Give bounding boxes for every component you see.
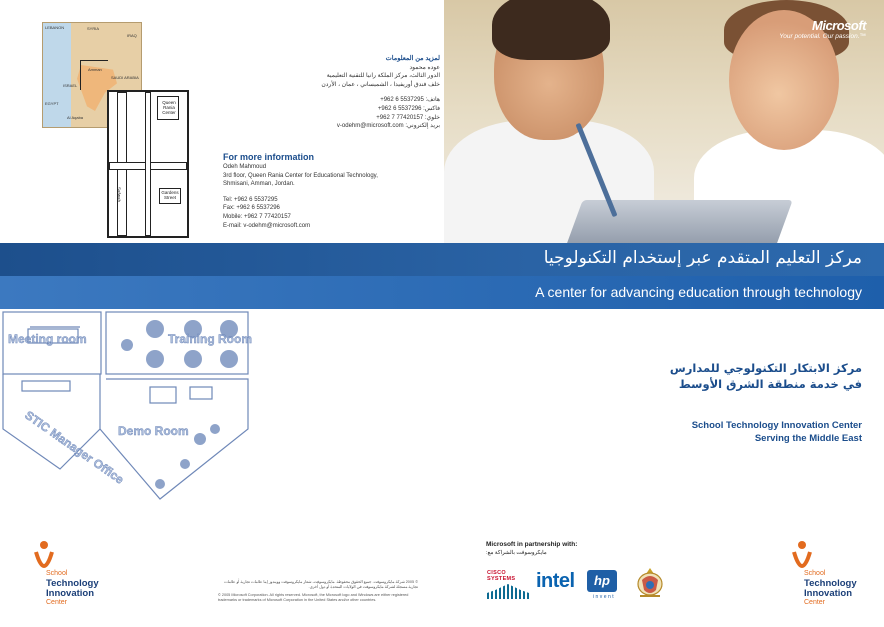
map-label: IRAQ — [127, 33, 137, 38]
floor-plan — [0, 309, 262, 509]
map-connector — [80, 60, 108, 90]
contact-ar-mobile: خلوي: 77420157 7 962+ — [376, 114, 440, 121]
street-label: Gardens Street — [161, 190, 179, 200]
intel-logo: intel — [536, 570, 575, 592]
microsoft-logo — [779, 18, 866, 40]
contact-ar-heading: لمزيد من المعلومات — [385, 55, 440, 62]
heading-arabic — [670, 360, 862, 392]
cisco-bars-icon — [487, 584, 529, 599]
contact-en-address: Shmisani, Amman, Jordan. — [223, 181, 295, 188]
contact-arabic — [268, 55, 440, 131]
stic-innovation: Innovation — [804, 588, 853, 599]
contact-ar-address: الدور الثالث، مركز الملكة رانيا للتقنية التعليمية — [326, 73, 440, 80]
band-arabic — [0, 243, 884, 276]
stic-school: School — [804, 570, 826, 577]
contact-ar-name: عوده محمود — [409, 64, 440, 71]
contact-en-mobile: Mobile: +962 7 77420157 — [223, 213, 291, 220]
band-english-text: A center for advancing education through technology — [535, 284, 862, 300]
road — [145, 92, 151, 236]
room-label: Demo Room — [118, 424, 189, 438]
tablet-pc — [565, 200, 792, 243]
stic-technology: Technology — [804, 578, 857, 589]
cisco-name: CISCO SYSTEMS — [487, 570, 516, 582]
stic-technology: Technology — [46, 578, 99, 589]
legal-text — [218, 580, 418, 603]
stic-logo-left — [32, 540, 112, 608]
sea-area — [43, 23, 71, 128]
heading-en-line: School Technology Innovation Center — [691, 420, 862, 431]
map-label: LEBANON — [45, 25, 65, 30]
heading-ar-line: مركز الابتكار التكنولوجي للمدارس — [669, 361, 862, 375]
microsoft-wordmark: Microsoft — [812, 18, 866, 33]
stic-center: Center — [46, 599, 68, 606]
map-label: ISRAEL — [63, 83, 78, 88]
legal-arabic: © 2005 شركة مايكروسوفت. جميع الحقوق محفوظة. مايكروسوفت، شعار مايكروسوفت وويندوز إما علامات تجارية أو علامات تجارية مسجلة لشركة مايكروسوفت في الولايات المتحدة أو دول أخرى. — [224, 580, 418, 589]
room-label: Training Room — [168, 332, 252, 346]
legal-english: © 2005 Microsoft Corporation. All rights reserved. Microsoft, the Microsoft logo and Windows are either registered trademarks or trademarks of Microsoft Corporation in the United States and/or other countries. — [218, 593, 409, 602]
heading-ar-line: في خدمة منطقة الشرق الأوسط — [678, 377, 862, 391]
contact-ar-address: خلف فندق أوريفيدا ، الشميساني ، عمان ، الأردن — [321, 81, 440, 88]
heading-english — [692, 419, 862, 445]
hero-photo — [444, 0, 884, 243]
stic-innovation: Innovation — [46, 588, 95, 599]
stic-logo-right — [790, 540, 870, 608]
contact-english — [223, 152, 423, 230]
cisco-logo — [487, 570, 529, 599]
contact-en-name: Odeh Mahmoud — [223, 164, 267, 170]
contact-en-address: 3rd floor, Queen Rania Center for Educational Technology, — [223, 172, 378, 179]
map-label: SYRIA — [87, 26, 100, 31]
hp-mark: hp — [587, 570, 617, 592]
street-map — [107, 90, 189, 238]
contact-en-heading: For more information — [223, 152, 315, 162]
contact-ar-phone: هاتف: 5537295 6 962+ — [380, 97, 440, 104]
partners-title-ar: مايكروسوفت بالشراكة مع: — [486, 550, 547, 556]
contact-ar-fax: فاكس: 5537296 6 962+ — [377, 105, 440, 112]
room-label: STIC Manager Office — [22, 407, 127, 487]
stic-center: Center — [804, 599, 826, 606]
band-arabic-text: مركز التعليم المتقدم عبر إستخدام التكنولوجيا — [543, 248, 862, 268]
contact-en-fax: Fax: +962 6 5537296 — [223, 205, 280, 212]
jordan-crest-icon — [634, 566, 666, 600]
partners-title: Microsoft in partnership with: — [486, 541, 578, 548]
heading-en-line: Serving the Middle East — [754, 433, 862, 444]
microsoft-tagline: Your potential. Our passion.™ — [779, 33, 866, 40]
room-label: Meeting room — [8, 332, 87, 346]
contact-en-email[interactable]: E-mail: v-odehm@microsoft.com — [223, 222, 311, 229]
street-label: Safwah — [116, 186, 122, 202]
contact-ar-email: بريد إلكتروني: v-odehm@microsoft.com — [336, 123, 440, 130]
map-label: Amman — [88, 67, 102, 72]
map-label: EGYPT — [45, 101, 59, 106]
hp-logo — [587, 570, 621, 600]
stic-school: School — [46, 570, 68, 577]
band-english — [0, 276, 884, 309]
contact-en-tel: Tel: +962 6 5537295 — [223, 196, 278, 203]
map-label: Al Aqaba — [67, 115, 84, 120]
hp-invent: invent — [592, 594, 616, 600]
street-label: Queen Rania Center — [162, 100, 176, 115]
map-label: SAUDI ARABIA — [111, 75, 139, 80]
